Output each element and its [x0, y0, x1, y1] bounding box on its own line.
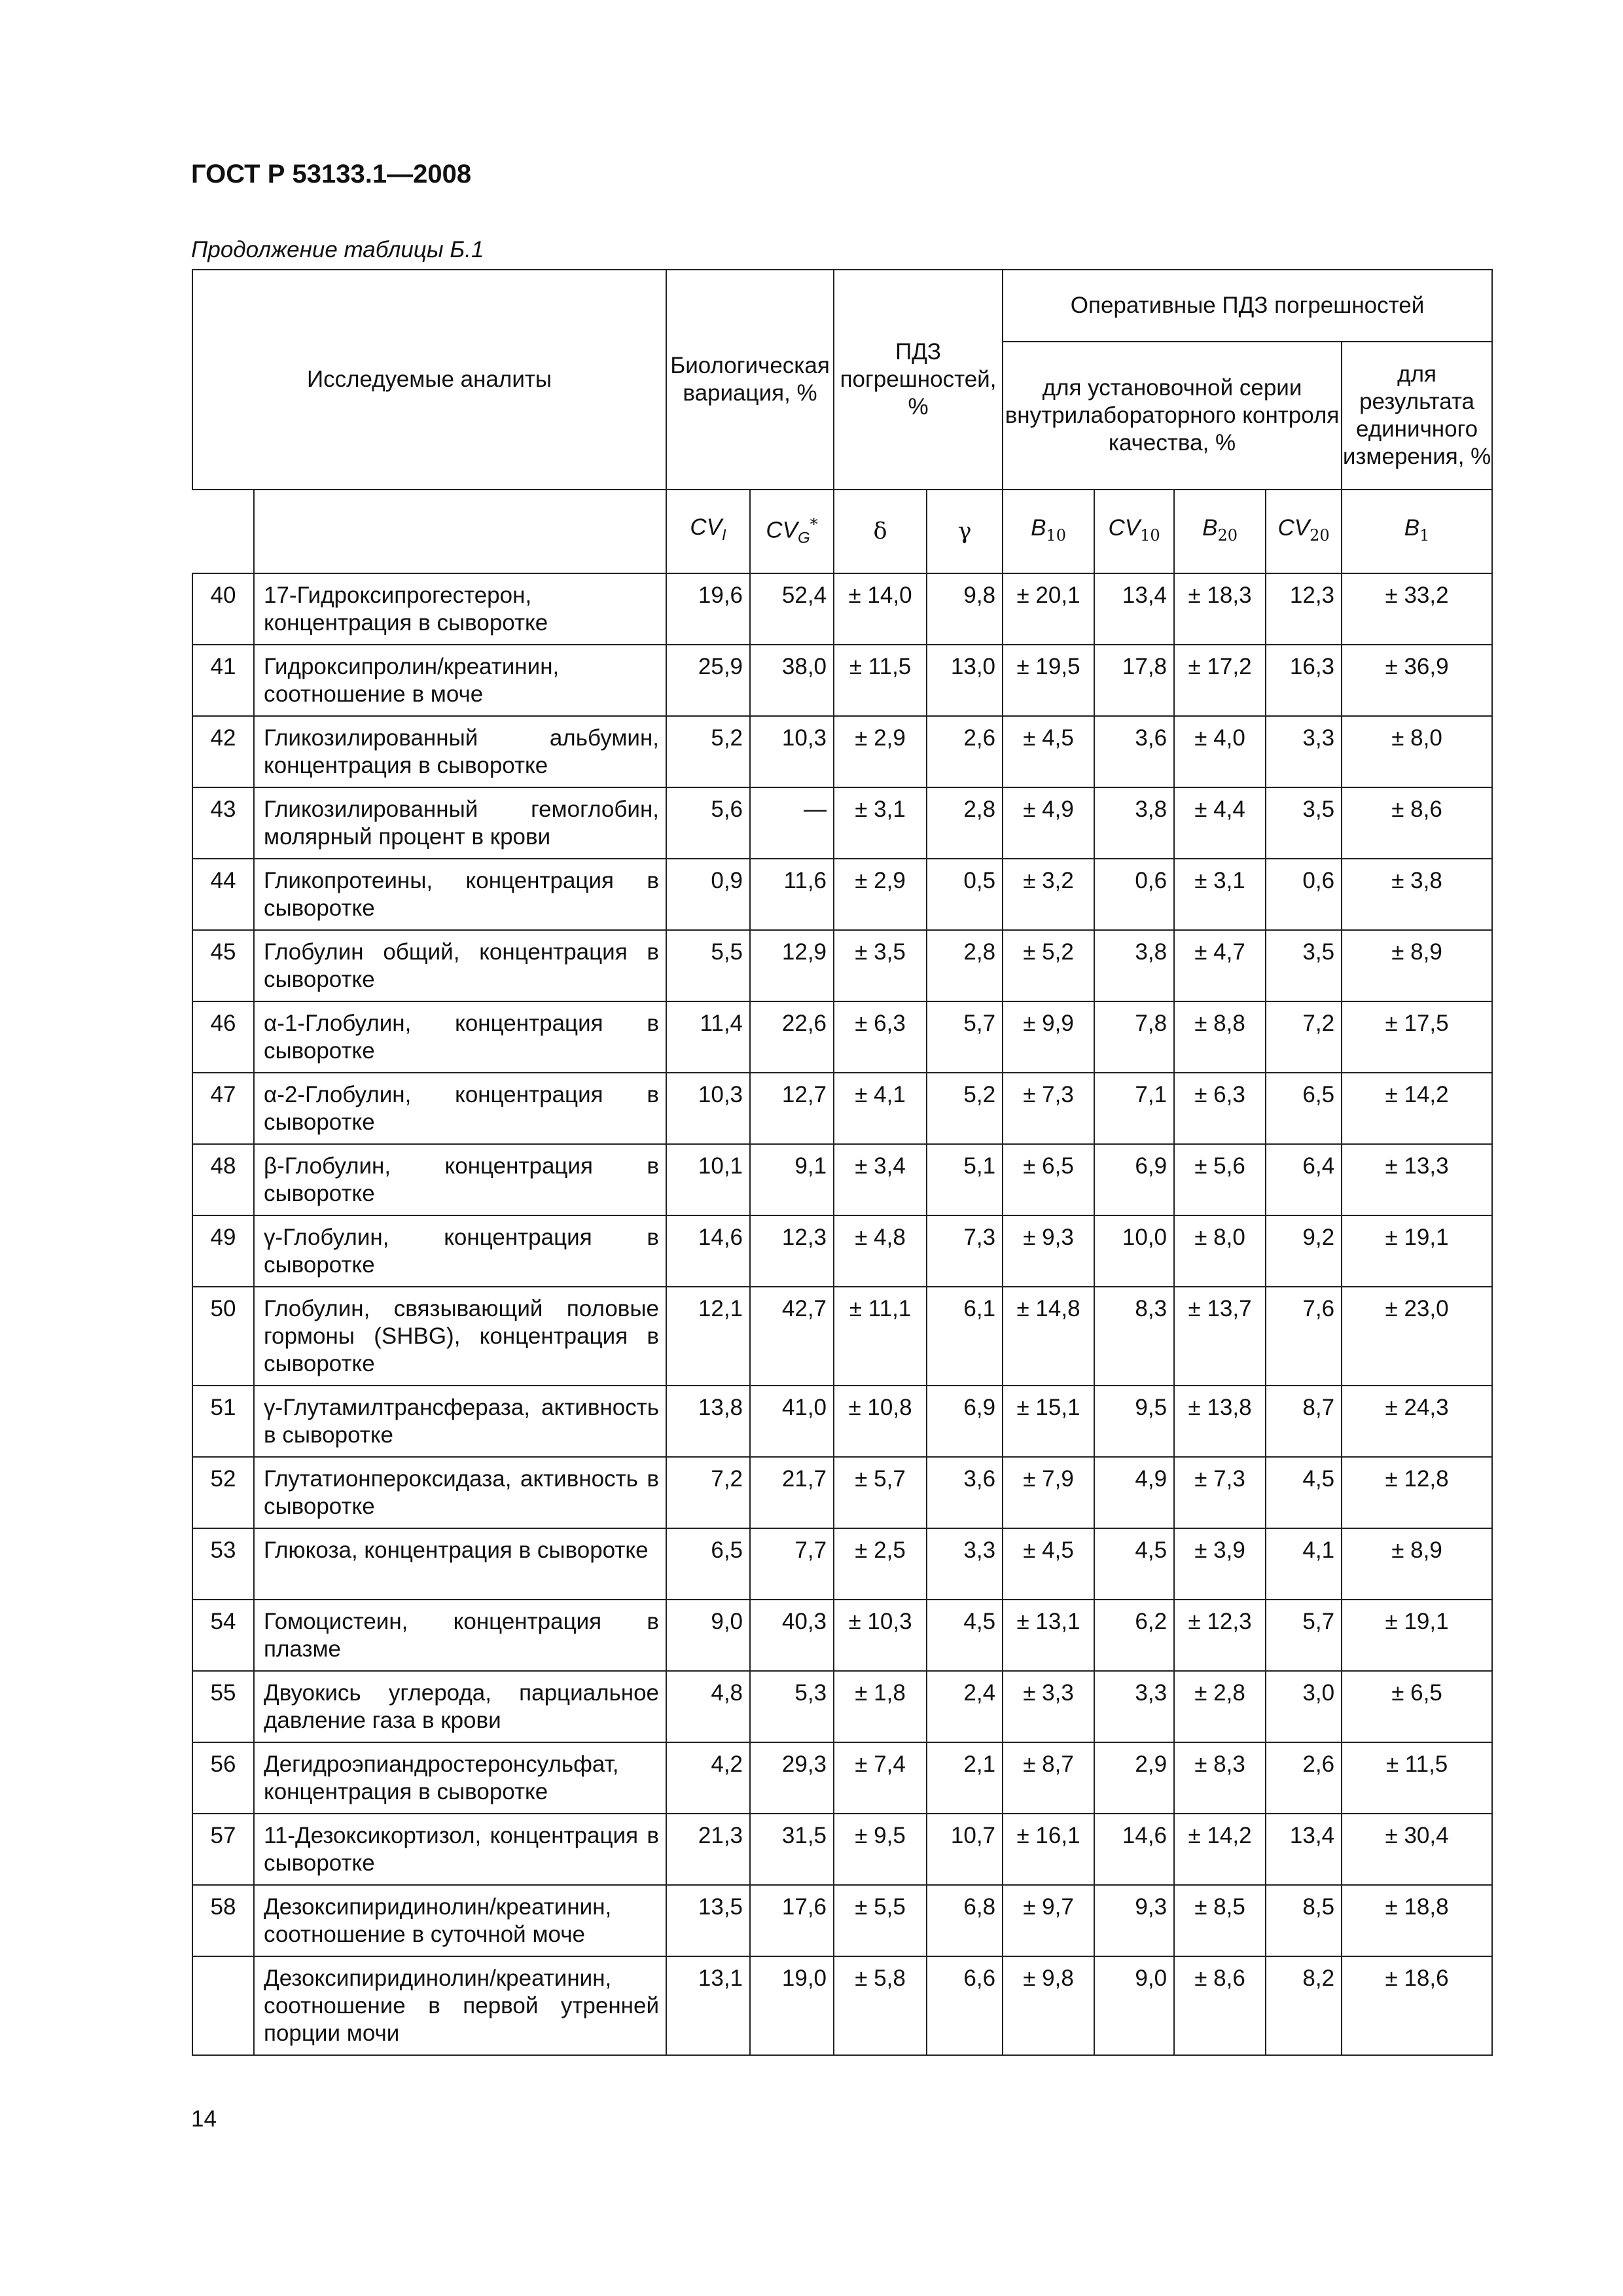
- table-row: [192, 716, 1492, 787]
- cv20-value: 4,1: [1266, 1528, 1342, 1600]
- analyte-name: α-1-Глобулин, концентрация в сыворотке: [254, 1001, 666, 1073]
- cv-g-value: 11,6: [750, 859, 834, 930]
- analyte-name: Двуокись углерода, парциальное давление газа в крови: [254, 1671, 666, 1742]
- header-blank-name: [254, 490, 666, 573]
- table-row: [192, 1073, 1492, 1144]
- gamma-value: 7,3: [927, 1215, 1003, 1287]
- analyte-name: γ-Глутамилтрансфераза, активность в сыворотке: [254, 1386, 666, 1457]
- table-row: [192, 1287, 1492, 1386]
- b10-value: ± 7,3: [1003, 1073, 1094, 1144]
- cv-g-value: 38,0: [750, 645, 834, 716]
- analyte-name: Глутатионпероксидаза, активность в сыворотке: [254, 1457, 666, 1528]
- cv10-value: 3,8: [1094, 930, 1174, 1001]
- b1-value: ± 19,1: [1342, 1600, 1492, 1671]
- table-row: [192, 1600, 1492, 1671]
- analyte-name: Дезоксипиридинолин/креатинин, соотношение в первой утренней порции мочи: [254, 1956, 666, 2055]
- row-number: 53: [192, 1528, 254, 1600]
- gamma-value: 2,4: [927, 1671, 1003, 1742]
- b20-value: ± 6,3: [1174, 1073, 1266, 1144]
- gamma-value: 0,5: [927, 859, 1003, 930]
- cv20-value: 3,5: [1266, 930, 1342, 1001]
- gamma-value: 6,9: [927, 1386, 1003, 1457]
- b20-value: ± 3,9: [1174, 1528, 1266, 1600]
- cv-i-value: 5,5: [666, 930, 750, 1001]
- b20-value: ± 7,3: [1174, 1457, 1266, 1528]
- cv-g-value: 5,3: [750, 1671, 834, 1742]
- cv-i-value: 19,6: [666, 573, 750, 645]
- gamma-value: 3,3: [927, 1528, 1003, 1600]
- b1-value: ± 14,2: [1342, 1073, 1492, 1144]
- cv20-value: 7,6: [1266, 1287, 1342, 1386]
- cv10-value: 7,1: [1094, 1073, 1174, 1144]
- b20-value: ± 3,1: [1174, 859, 1266, 930]
- b1-value: ± 24,3: [1342, 1386, 1492, 1457]
- cv20-value: 3,5: [1266, 787, 1342, 859]
- table-row: [192, 1814, 1492, 1885]
- cv20-value: 7,2: [1266, 1001, 1342, 1073]
- cv-g-value: 52,4: [750, 573, 834, 645]
- row-number: 45: [192, 930, 254, 1001]
- b1-value: ± 6,5: [1342, 1671, 1492, 1742]
- cv-g-value: 19,0: [750, 1956, 834, 2055]
- cv-i-value: 13,1: [666, 1956, 750, 2055]
- b10-value: ± 20,1: [1003, 573, 1094, 645]
- cv-g-value: 40,3: [750, 1600, 834, 1671]
- gamma-value: 3,6: [927, 1457, 1003, 1528]
- cv-g-value: 41,0: [750, 1386, 834, 1457]
- cv-g-value: 12,9: [750, 930, 834, 1001]
- cv10-value: 6,2: [1094, 1600, 1174, 1671]
- header-cv10: $CV_{10}$: [1094, 490, 1174, 573]
- cv-g-value: 12,3: [750, 1215, 834, 1287]
- b1-value: ± 19,1: [1342, 1215, 1492, 1287]
- cv10-value: 13,4: [1094, 573, 1174, 645]
- analyte-name: γ-Глобулин, концентрация в сыворотке: [254, 1215, 666, 1287]
- analyte-name: Гликопротеины, концентрация в сыворотке: [254, 859, 666, 930]
- row-number: 41: [192, 645, 254, 716]
- header-gamma: γ: [927, 490, 1003, 573]
- b20-value: ± 4,7: [1174, 930, 1266, 1001]
- cv-g-value: 17,6: [750, 1885, 834, 1956]
- b20-value: ± 8,0: [1174, 1215, 1266, 1287]
- gamma-value: 9,8: [927, 573, 1003, 645]
- table-body: [192, 573, 1492, 2055]
- b10-value: ± 3,2: [1003, 859, 1094, 930]
- cv-i-value: 12,1: [666, 1287, 750, 1386]
- gamma-value: 2,8: [927, 930, 1003, 1001]
- row-number: 56: [192, 1742, 254, 1814]
- cv-i-value: 9,0: [666, 1600, 750, 1671]
- b20-value: ± 13,8: [1174, 1386, 1266, 1457]
- table-row: [192, 645, 1492, 716]
- b10-value: ± 8,7: [1003, 1742, 1094, 1814]
- b1-value: ± 33,2: [1342, 573, 1492, 645]
- page-number: 14: [191, 2106, 217, 2132]
- cv20-value: 4,5: [1266, 1457, 1342, 1528]
- table-row: [192, 1215, 1492, 1287]
- b10-value: ± 9,3: [1003, 1215, 1094, 1287]
- analyte-name: Глобулин общий, концентрация в сыворотке: [254, 930, 666, 1001]
- cv-g-value: 29,3: [750, 1742, 834, 1814]
- analyte-name: β-Глобулин, концентрация в сыворотке: [254, 1144, 666, 1215]
- table-row: [192, 1528, 1492, 1600]
- cv-i-value: 5,6: [666, 787, 750, 859]
- header-analytes: Исследуемые аналиты: [192, 270, 666, 490]
- header-blank-num: [192, 490, 254, 573]
- b10-value: ± 19,5: [1003, 645, 1094, 716]
- cv20-value: 6,4: [1266, 1144, 1342, 1215]
- delta-value: ± 5,8: [834, 1956, 927, 2055]
- b10-value: ± 9,8: [1003, 1956, 1094, 2055]
- analyte-name: Дегидроэпиандростеронсульфат, концентрация в сыворотке: [254, 1742, 666, 1814]
- row-number: 43: [192, 787, 254, 859]
- b10-value: ± 16,1: [1003, 1814, 1094, 1885]
- cv10-value: 3,3: [1094, 1671, 1174, 1742]
- b20-value: ± 17,2: [1174, 645, 1266, 716]
- table-row: [192, 1742, 1492, 1814]
- b20-value: ± 8,8: [1174, 1001, 1266, 1073]
- header-cv-g: $CV_G^*$: [750, 490, 834, 573]
- delta-value: ± 3,5: [834, 930, 927, 1001]
- analyte-name: Гликозилированный альбумин, концентрация в сыворотке: [254, 716, 666, 787]
- cv20-value: 5,7: [1266, 1600, 1342, 1671]
- b10-value: ± 6,5: [1003, 1144, 1094, 1215]
- cv-i-value: 7,2: [666, 1457, 750, 1528]
- row-number: 54: [192, 1600, 254, 1671]
- gamma-value: 13,0: [927, 645, 1003, 716]
- gamma-value: 2,1: [927, 1742, 1003, 1814]
- gamma-value: 6,1: [927, 1287, 1003, 1386]
- b20-value: ± 8,5: [1174, 1885, 1266, 1956]
- delta-value: ± 11,5: [834, 645, 927, 716]
- cv-g-value: 12,7: [750, 1073, 834, 1144]
- header-delta: δ: [834, 490, 927, 573]
- header-pdz: ПДЗ погрешностей, %: [834, 270, 1003, 490]
- b1-value: ± 8,9: [1342, 930, 1492, 1001]
- cv20-value: 6,5: [1266, 1073, 1342, 1144]
- delta-value: ± 2,5: [834, 1528, 927, 1600]
- row-number: 42: [192, 716, 254, 787]
- b1-value: ± 18,6: [1342, 1956, 1492, 2055]
- b1-value: ± 11,5: [1342, 1742, 1492, 1814]
- analyte-name: 17-Гидроксипрогестерон, концентрация в сыворотке: [254, 573, 666, 645]
- b1-value: ± 3,8: [1342, 859, 1492, 930]
- cv10-value: 9,5: [1094, 1386, 1174, 1457]
- gamma-value: 2,8: [927, 787, 1003, 859]
- row-number: 51: [192, 1386, 254, 1457]
- header-b20: $B_{20}$: [1174, 490, 1266, 573]
- cv10-value: 7,8: [1094, 1001, 1174, 1073]
- header-series: для установочной серии внутрилабораторного контроля качества, %: [1003, 342, 1342, 490]
- analyte-name: Глюкоза, концентрация в сыворотке: [254, 1528, 666, 1600]
- cv20-value: 12,3: [1266, 573, 1342, 645]
- b20-value: ± 4,0: [1174, 716, 1266, 787]
- cv10-value: 14,6: [1094, 1814, 1174, 1885]
- b10-value: ± 4,9: [1003, 787, 1094, 859]
- delta-value: ± 2,9: [834, 859, 927, 930]
- row-number: 47: [192, 1073, 254, 1144]
- delta-value: ± 11,1: [834, 1287, 927, 1386]
- b10-value: ± 5,2: [1003, 930, 1094, 1001]
- delta-value: ± 1,8: [834, 1671, 927, 1742]
- delta-value: ± 14,0: [834, 573, 927, 645]
- cv20-value: 0,6: [1266, 859, 1342, 930]
- cv20-value: 8,7: [1266, 1386, 1342, 1457]
- b1-value: ± 8,0: [1342, 716, 1492, 787]
- gamma-value: 5,1: [927, 1144, 1003, 1215]
- row-number: 44: [192, 859, 254, 930]
- cv20-value: 3,3: [1266, 716, 1342, 787]
- row-number: 52: [192, 1457, 254, 1528]
- delta-value: ± 3,1: [834, 787, 927, 859]
- delta-value: ± 4,1: [834, 1073, 927, 1144]
- row-number: 58: [192, 1885, 254, 1956]
- b20-value: ± 18,3: [1174, 573, 1266, 645]
- delta-value: ± 5,7: [834, 1457, 927, 1528]
- b10-value: ± 4,5: [1003, 716, 1094, 787]
- b1-value: ± 8,6: [1342, 787, 1492, 859]
- table-caption: Продолжение таблицы Б.1: [191, 237, 484, 262]
- cv20-value: 2,6: [1266, 1742, 1342, 1814]
- cv10-value: 6,9: [1094, 1144, 1174, 1215]
- header-operative: Оперативные ПДЗ погрешностей: [1003, 270, 1492, 342]
- cv-g-value: 42,7: [750, 1287, 834, 1386]
- cv20-value: 8,2: [1266, 1956, 1342, 2055]
- analyte-name: Дезоксипиридинолин/креатинин, соотношение в суточной моче: [254, 1885, 666, 1956]
- symbol-header-row: [192, 490, 1492, 573]
- cv-g-value: —: [750, 787, 834, 859]
- b20-value: ± 14,2: [1174, 1814, 1266, 1885]
- row-number: 57: [192, 1814, 254, 1885]
- cv-i-value: 10,1: [666, 1144, 750, 1215]
- table-row: [192, 930, 1492, 1001]
- b10-value: ± 4,5: [1003, 1528, 1094, 1600]
- header-b10: $B_{10}$: [1003, 490, 1094, 573]
- b1-value: ± 17,5: [1342, 1001, 1492, 1073]
- gamma-value: 10,7: [927, 1814, 1003, 1885]
- delta-value: ± 4,8: [834, 1215, 927, 1287]
- delta-value: ± 2,9: [834, 716, 927, 787]
- cv10-value: 10,0: [1094, 1215, 1174, 1287]
- table-row: [192, 1671, 1492, 1742]
- cv10-value: 3,8: [1094, 787, 1174, 859]
- analyte-name: Гидроксипролин/креатинин, соотношение в моче: [254, 645, 666, 716]
- header-bio-variation: Биологическая вариация, %: [666, 270, 834, 490]
- standard-title: ГОСТ Р 53133.1—2008: [191, 160, 472, 188]
- cv10-value: 17,8: [1094, 645, 1174, 716]
- cv10-value: 8,3: [1094, 1287, 1174, 1386]
- cv-i-value: 11,4: [666, 1001, 750, 1073]
- b20-value: ± 8,3: [1174, 1742, 1266, 1814]
- gamma-value: 5,2: [927, 1073, 1003, 1144]
- row-number: [192, 1956, 254, 2055]
- table-row: [192, 1001, 1492, 1073]
- cv-g-value: 22,6: [750, 1001, 834, 1073]
- gamma-value: 5,7: [927, 1001, 1003, 1073]
- header-b1: $B_1$: [1342, 490, 1492, 573]
- b1-value: ± 18,8: [1342, 1885, 1492, 1956]
- b10-value: ± 15,1: [1003, 1386, 1094, 1457]
- table-row: [192, 573, 1492, 645]
- table-row: [192, 1144, 1492, 1215]
- b10-value: ± 13,1: [1003, 1600, 1094, 1671]
- cv10-value: 9,0: [1094, 1956, 1174, 2055]
- header-cv-i: $CV_I$: [666, 490, 750, 573]
- cv10-value: 4,5: [1094, 1528, 1174, 1600]
- row-number: 40: [192, 573, 254, 645]
- cv20-value: 16,3: [1266, 645, 1342, 716]
- delta-value: ± 10,3: [834, 1600, 927, 1671]
- b20-value: ± 8,6: [1174, 1956, 1266, 2055]
- b1-value: ± 30,4: [1342, 1814, 1492, 1885]
- b10-value: ± 3,3: [1003, 1671, 1094, 1742]
- cv-i-value: 6,5: [666, 1528, 750, 1600]
- cv-g-value: 7,7: [750, 1528, 834, 1600]
- b10-value: ± 7,9: [1003, 1457, 1094, 1528]
- cv-i-value: 4,2: [666, 1742, 750, 1814]
- b20-value: ± 13,7: [1174, 1287, 1266, 1386]
- cv10-value: 0,6: [1094, 859, 1174, 930]
- gamma-value: 6,6: [927, 1956, 1003, 2055]
- delta-value: ± 6,3: [834, 1001, 927, 1073]
- cv-g-value: 9,1: [750, 1144, 834, 1215]
- delta-value: ± 9,5: [834, 1814, 927, 1885]
- table-row: [192, 859, 1492, 930]
- delta-value: ± 7,4: [834, 1742, 927, 1814]
- row-number: 55: [192, 1671, 254, 1742]
- b10-value: ± 9,7: [1003, 1885, 1094, 1956]
- analyte-name: α-2-Глобулин, концентрация в сыворотке: [254, 1073, 666, 1144]
- table-header: [192, 270, 1492, 573]
- b1-value: ± 13,3: [1342, 1144, 1492, 1215]
- cv20-value: 8,5: [1266, 1885, 1342, 1956]
- table-row: [192, 1457, 1492, 1528]
- b20-value: ± 12,3: [1174, 1600, 1266, 1671]
- row-number: 50: [192, 1287, 254, 1386]
- delta-value: ± 10,8: [834, 1386, 927, 1457]
- cv-i-value: 13,8: [666, 1386, 750, 1457]
- cv-g-value: 10,3: [750, 716, 834, 787]
- gamma-value: 4,5: [927, 1600, 1003, 1671]
- b1-value: ± 12,8: [1342, 1457, 1492, 1528]
- b1-value: ± 36,9: [1342, 645, 1492, 716]
- cv20-value: 3,0: [1266, 1671, 1342, 1742]
- b20-value: ± 5,6: [1174, 1144, 1266, 1215]
- cv10-value: 2,9: [1094, 1742, 1174, 1814]
- gamma-value: 6,8: [927, 1885, 1003, 1956]
- cv10-value: 3,6: [1094, 716, 1174, 787]
- cv-i-value: 14,6: [666, 1215, 750, 1287]
- cv20-value: 9,2: [1266, 1215, 1342, 1287]
- analyte-name: Гликозилированный гемоглобин, молярный процент в крови: [254, 787, 666, 859]
- analyte-name: 11-Дезоксикортизол, концентрация в сыворотке: [254, 1814, 666, 1885]
- cv10-value: 4,9: [1094, 1457, 1174, 1528]
- header-cv20: $CV_{20}$: [1266, 490, 1342, 573]
- delta-value: ± 5,5: [834, 1885, 927, 1956]
- b1-value: ± 23,0: [1342, 1287, 1492, 1386]
- b10-value: ± 14,8: [1003, 1287, 1094, 1386]
- b10-value: ± 9,9: [1003, 1001, 1094, 1073]
- cv-i-value: 5,2: [666, 716, 750, 787]
- cv-g-value: 31,5: [750, 1814, 834, 1885]
- cv10-value: 9,3: [1094, 1885, 1174, 1956]
- table-row: [192, 1885, 1492, 1956]
- b20-value: ± 4,4: [1174, 787, 1266, 859]
- cv-i-value: 4,8: [666, 1671, 750, 1742]
- table-row: [192, 787, 1492, 859]
- row-number: 49: [192, 1215, 254, 1287]
- cv-i-value: 0,9: [666, 859, 750, 930]
- cv-i-value: 13,5: [666, 1885, 750, 1956]
- row-number: 46: [192, 1001, 254, 1073]
- cv20-value: 13,4: [1266, 1814, 1342, 1885]
- b1-value: ± 8,9: [1342, 1528, 1492, 1600]
- cv-i-value: 25,9: [666, 645, 750, 716]
- header-single: для результата единичного измерения, %: [1342, 342, 1492, 490]
- table-row: [192, 1956, 1492, 2055]
- table-row: [192, 1386, 1492, 1457]
- cv-i-value: 21,3: [666, 1814, 750, 1885]
- delta-value: ± 3,4: [834, 1144, 927, 1215]
- cv-g-value: 21,7: [750, 1457, 834, 1528]
- analyte-name: Гомоцистеин, концентрация в плазме: [254, 1600, 666, 1671]
- row-number: 48: [192, 1144, 254, 1215]
- b20-value: ± 2,8: [1174, 1671, 1266, 1742]
- gamma-value: 2,6: [927, 716, 1003, 787]
- cv-i-value: 10,3: [666, 1073, 750, 1144]
- analyte-name: Глобулин, связывающий половые гормоны (SHBG), концентрация в сыворотке: [254, 1287, 666, 1386]
- analytes-table: [192, 269, 1493, 2056]
